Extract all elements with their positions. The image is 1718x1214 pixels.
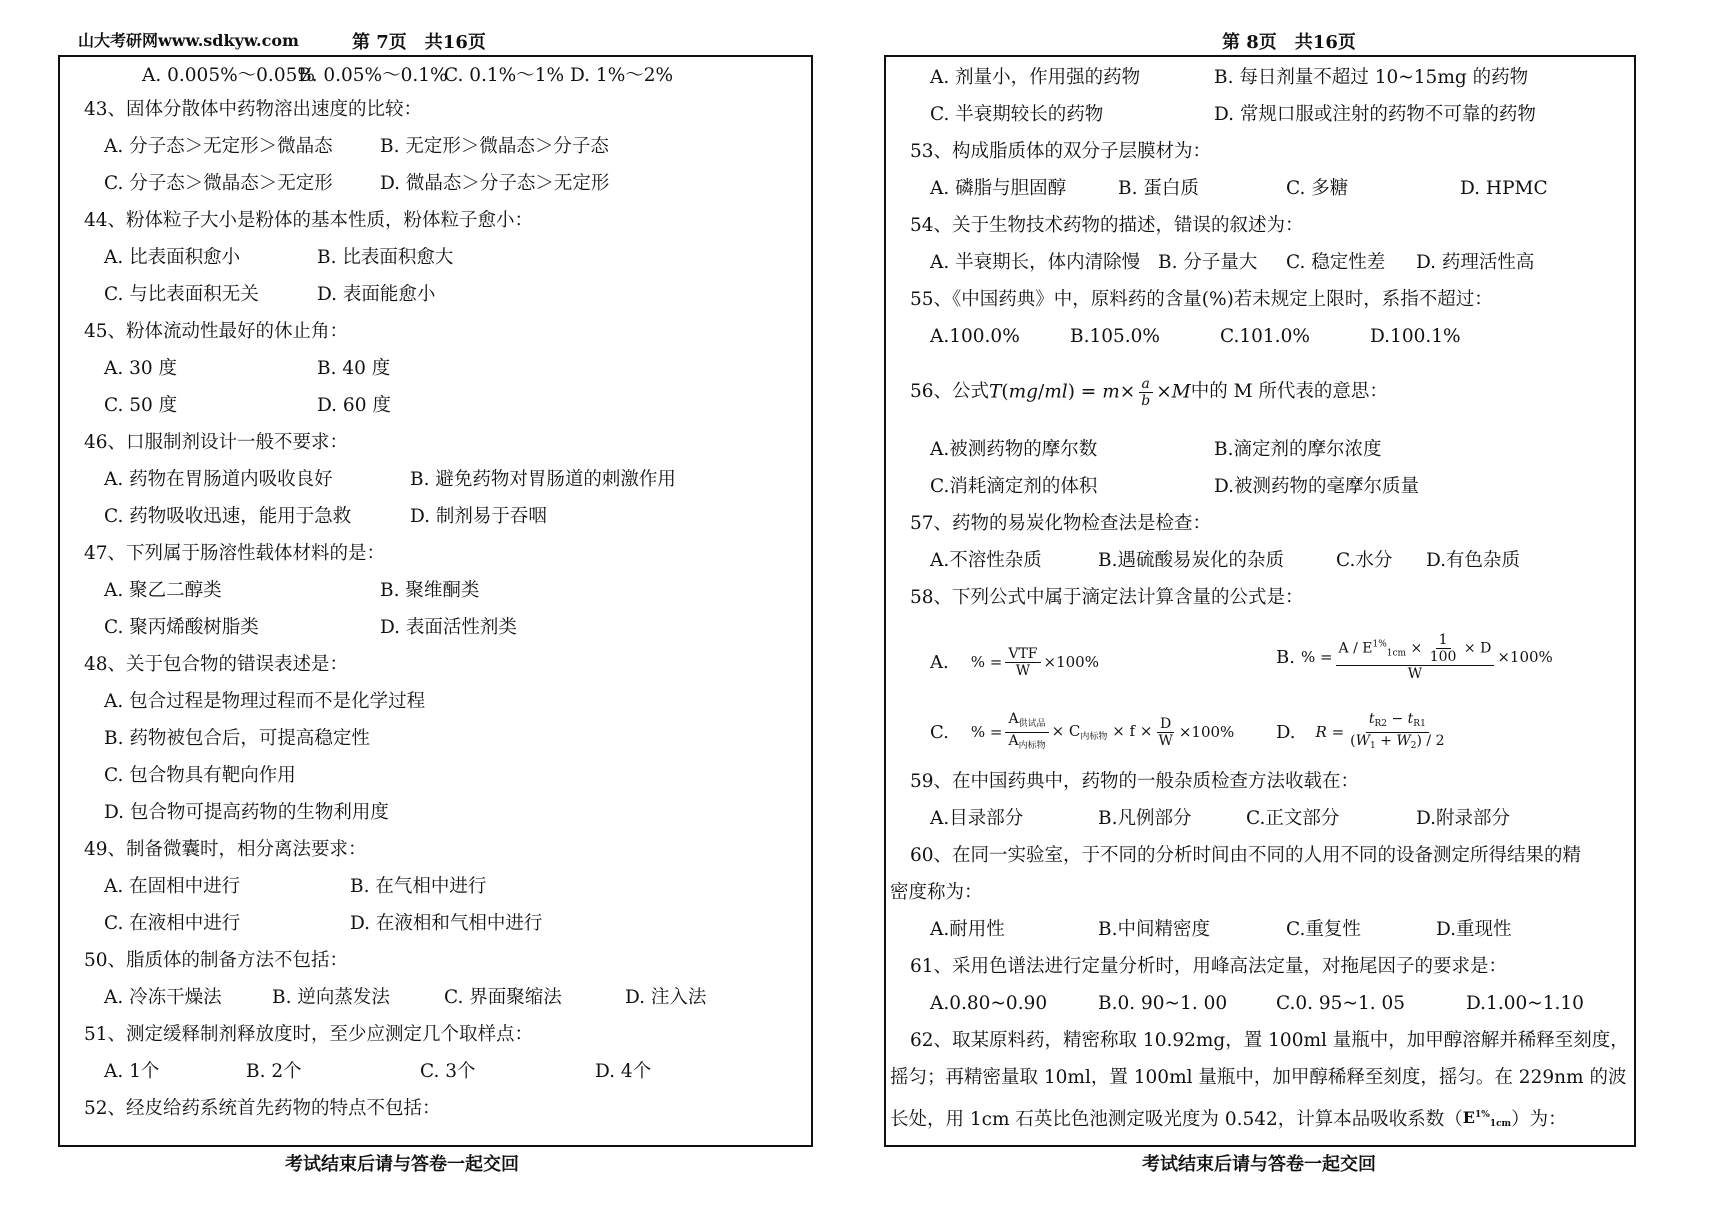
question-54: 54、关于生物技术药物的描述，错误的叙述为： [910,215,1304,236]
question-49: 49、制备微囊时，相分离法要求： [84,839,367,860]
option: B.凡例部分 [1098,808,1192,829]
option: A.耐用性 [930,919,1005,940]
option: D.附录部分 [1416,808,1511,829]
option-letter: A. [930,651,949,673]
question-48: 48、关于包合物的错误表述是： [84,654,349,675]
option: D. 制剂易于吞咽 [410,506,547,527]
question-62-tail: ）为： [1511,1108,1567,1130]
option: A. 1个 [104,1061,160,1082]
option: C.0. 95~1. 05 [1276,993,1406,1014]
option: D. HPMC [1460,178,1548,199]
option-letter: C. [930,721,949,743]
option: C. 50 度 [104,395,178,416]
option: C. 聚丙烯酸树脂类 [104,617,259,638]
option: C.水分 [1336,550,1393,571]
page-number: 第 7页 共16页 [352,32,486,53]
option: B. 药物被包合后，可提高稳定性 [104,728,370,749]
option: A.0.80~0.90 [930,993,1048,1014]
question-56-suffix: 中的 M 所代表的意思： [1190,381,1388,402]
formula-a: A. % = $\frac{\text{VTF}}{W}$ ×100% [930,645,1099,679]
option: A. 30 度 [104,358,178,379]
option: D. 在液相和气相中进行 [350,913,543,934]
option: B.滴定剂的摩尔浓度 [1214,439,1382,460]
question-56 [910,367,1388,417]
option: D. 60 度 [317,395,391,416]
question-62-line3: 长处，用 1cm 石英比色池测定吸光度为 0.542，计算本品吸收系数（ [890,1108,1463,1130]
question-60: 60、在同一实验室，于不同的分析时间由不同的人用不同的设备测定所得结果的精 [910,845,1582,866]
option: D. 包合物可提高药物的生物利用度 [104,802,389,823]
option: A. 药物在胃肠道内吸收良好 [104,469,333,490]
question-57: 57、药物的易炭化物检查法是检查： [910,513,1212,534]
question-52: 52、经皮给药系统首先药物的特点不包括： [84,1098,441,1119]
option: B. 无定形＞微晶态＞分子态 [380,136,609,157]
question-58: 58、下列公式中属于滴定法计算含量的公式是： [910,587,1304,608]
option: A. 半衰期长，体内清除慢 [930,252,1141,273]
option: B.105.0% [1070,326,1161,347]
question-61: 61、采用色谱法进行定量分析时，用峰高法定量，对拖尾因子的要求是： [910,956,1508,977]
option: A. 磷脂与胆固醇 [930,178,1067,199]
formula-c: C. % = $\frac{A_{供试品}}{A_{内标物}}$ × $C_{内标物} \times f$ × $\frac{D}{W}$ ×100% [930,710,1235,751]
option: B.遇硫酸易炭化的杂质 [1098,550,1284,571]
option: A. 包合过程是物理过程而不是化学过程 [104,691,426,712]
question-45: 45、粉体流动性最好的休止角： [84,321,349,342]
option: B. 比表面积愈大 [317,247,454,268]
option: D.有色杂质 [1426,550,1521,571]
option: D. 表面活性剂类 [380,617,517,638]
option: C.101.0% [1220,326,1310,347]
option: B. 2个 [246,1061,302,1082]
question-60-cont: 密度称为： [890,882,983,903]
option: D. 1%～2% [570,65,674,86]
option: B. 在气相中进行 [350,876,487,897]
option: B. 40 度 [317,358,391,379]
option: A. 0.005%～0.05% [142,65,315,86]
option: C. 多糖 [1286,178,1349,199]
option: C. 稳定性差 [1286,252,1386,273]
option-letter: B. [1276,646,1295,668]
option: B. 0.05%～0.1% [298,65,448,86]
option: B. 聚维酮类 [380,580,480,601]
option: B. 每日剂量不超过 10~15mg 的药物 [1214,67,1529,88]
option: A. 剂量小，作用强的药物 [930,67,1141,88]
option: D.1.00~1.10 [1466,993,1584,1014]
option: B.中间精密度 [1098,919,1210,940]
question-62-cont: 摇匀；再精密量取 10ml，置 100ml 量瓶中，加甲醇稀释至刻度，摇匀。在 229nm 的波 [890,1067,1627,1088]
footer-note: 考试结束后请与答卷一起交回 [285,1154,519,1175]
option: D.100.1% [1370,326,1461,347]
question-51: 51、测定缓释制剂释放度时，至少应测定几个取样点： [84,1024,534,1045]
page-7 [0,0,850,1214]
option: C. 界面聚缩法 [444,987,562,1008]
option: D.重现性 [1436,919,1512,940]
option: C. 在液相中进行 [104,913,241,934]
option: C.重复性 [1286,919,1361,940]
question-62: 62、取某原料药，精密称取 10.92mg，置 100ml 量瓶中，加甲醇溶解并稀释至刻度， [910,1030,1629,1051]
absorptivity-symbol: $E^{1\%}_{1cm}$ [1462,1108,1512,1129]
option: C. 药物吸收迅速，能用于急救 [104,506,352,527]
question-43: 43、固体分散体中药物溶出速度的比较： [84,99,423,120]
option: D.被测药物的毫摩尔质量 [1214,476,1420,497]
question-47: 47、下列属于肠溶性载体材料的是： [84,543,386,564]
option: C. 半衰期较长的药物 [930,104,1104,125]
option: D. 表面能愈小 [317,284,436,305]
option: D. 微晶态＞分子态＞无定形 [380,173,610,194]
question-44: 44、粉体粒子大小是粉体的基本性质，粉体粒子愈小： [84,210,534,231]
question-frame [884,55,1636,1147]
option: C. 与比表面积无关 [104,284,259,305]
titer-formula: T(mg/ml) = m× $\frac{a}{b}$ ×M [989,375,1191,409]
question-62-end [890,1102,1567,1137]
question-59: 59、在中国药典中，药物的一般杂质检查方法收载在： [910,771,1360,792]
option: A.100.0% [930,326,1020,347]
footer-note: 考试结束后请与答卷一起交回 [1142,1154,1376,1175]
option: C.消耗滴定剂的体积 [930,476,1098,497]
site-label: 山大考研网www.sdkyw.com [78,31,299,50]
option: D. 常规口服或注射的药物不可靠的药物 [1214,104,1536,125]
question-50: 50、脂质体的制备方法不包括： [84,950,349,971]
option: C. 包合物具有靶向作用 [104,765,296,786]
option: D. 注入法 [625,987,707,1008]
option: A. 在固相中进行 [104,876,241,897]
question-46: 46、口服制剂设计一般不要求： [84,432,349,453]
option: D. 4个 [595,1061,652,1082]
option: C. 0.1%～1% [444,65,565,86]
option: D. 药理活性高 [1416,252,1535,273]
question-frame [58,55,813,1147]
option: B. 逆向蒸发法 [272,987,390,1008]
option: B. 蛋白质 [1118,178,1199,199]
option: A.被测药物的摩尔数 [930,439,1098,460]
question-53: 53、构成脂质体的双分子层膜材为： [910,141,1212,162]
option: C.正文部分 [1246,808,1340,829]
formula-d: D. R = $\frac{t_{R2} - t_{R1}}{(W_1 + W_2) / 2}$ [1276,710,1445,751]
page-number: 第 8页 共16页 [1222,32,1356,53]
option: A.目录部分 [930,808,1024,829]
option: C. 3个 [420,1061,476,1082]
option: A. 分子态＞无定形＞微晶态 [104,136,333,157]
option: A.不溶性杂质 [930,550,1042,571]
option: B. 避免药物对胃肠道的刺激作用 [410,469,676,490]
option: A. 冷冻干燥法 [104,987,222,1008]
page-8 [870,0,1718,1214]
option-letter: D. [1276,721,1296,743]
option: C. 分子态＞微晶态＞无定形 [104,173,333,194]
formula-b: B. % = A / $E^{1\%}_{1cm}$ × $\frac{1}{100}$ × D W ×100% [1276,632,1553,682]
question-55: 55、《中国药典》中，原料药的含量(%)若未规定上限时，系指不超过： [910,289,1493,310]
option: A. 比表面积愈小 [104,247,241,268]
option: A. 聚乙二醇类 [104,580,222,601]
question-56-prefix: 56、公式 [910,381,990,402]
option: B.0. 90~1. 00 [1098,993,1228,1014]
option: B. 分子量大 [1158,252,1258,273]
